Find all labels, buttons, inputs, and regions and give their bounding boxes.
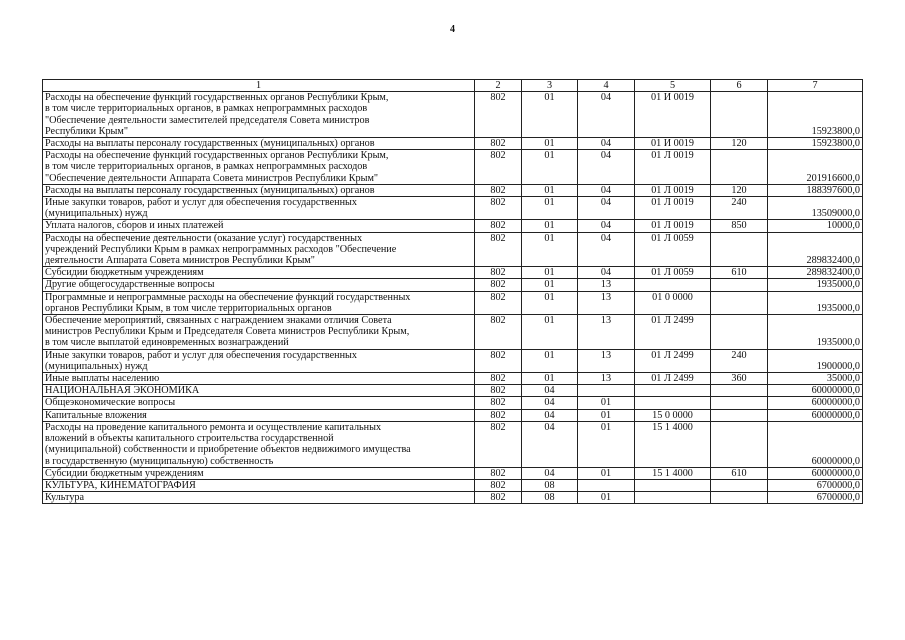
table-row xyxy=(43,150,863,185)
amount-cell: 35000,0 xyxy=(768,373,863,385)
expense-name-line: "Обеспечение деятельности заместителей председателя Совета министров xyxy=(45,114,370,126)
table-row xyxy=(43,349,863,372)
section-code-cell: 04 xyxy=(522,421,578,467)
target-article-cell xyxy=(635,279,711,291)
target-article-cell: 01 Л 0059 xyxy=(635,232,711,267)
table-row xyxy=(43,184,863,196)
expense-type-cell: 240 xyxy=(711,349,768,372)
expense-name-line: Расходы на обеспечение функций государственных органов Республики Крым, xyxy=(45,150,389,162)
ministry-code-cell: 802 xyxy=(475,492,522,504)
table-row xyxy=(43,421,863,467)
ministry-code-cell: 802 xyxy=(475,315,522,350)
table-row xyxy=(43,467,863,479)
expense-name-line: в том числе выплатой единовременных вознаграждений xyxy=(45,337,289,349)
expense-name-line: Расходы на выплаты персоналу государственных (муниципальных) органов xyxy=(45,184,375,196)
table-row xyxy=(43,315,863,350)
expense-name-line: (муниципальной) собственности и приобретение объектов недвижимого имущества xyxy=(45,444,411,456)
section-code-cell: 01 xyxy=(522,197,578,220)
expense-type-cell: 850 xyxy=(711,220,768,232)
expense-name-line: Республики Крым" xyxy=(45,125,128,137)
ministry-code-cell: 802 xyxy=(475,385,522,397)
expense-name-cell xyxy=(43,479,475,491)
budget-table-body xyxy=(43,92,863,504)
expense-name-line: Иные выплаты населению xyxy=(45,373,160,385)
section-code-cell: 01 xyxy=(522,92,578,138)
expense-name-line: деятельности Аппарата Совета министров Республики Крым" xyxy=(45,255,315,267)
amount-cell: 60000000,0 xyxy=(768,409,863,421)
table-row xyxy=(43,220,863,232)
target-article-cell: 01 Л 0019 xyxy=(635,197,711,220)
target-article-cell: 01 Л 2499 xyxy=(635,373,711,385)
ministry-code-cell: 802 xyxy=(475,421,522,467)
expense-name-line: Общеэкономические вопросы xyxy=(45,397,176,409)
target-article-cell: 01 Л 2499 xyxy=(635,315,711,350)
subsection-code-cell: 04 xyxy=(578,92,635,138)
table-row xyxy=(43,409,863,421)
amount-cell: 60000000,0 xyxy=(768,467,863,479)
expense-name-line: Расходы на выплаты персоналу государственных (муниципальных) органов xyxy=(45,138,375,150)
table-row xyxy=(43,267,863,279)
subsection-code-cell: 13 xyxy=(578,315,635,350)
target-article-cell: 15 1 4000 xyxy=(635,467,711,479)
expense-type-cell xyxy=(711,421,768,467)
subsection-code-cell: 01 xyxy=(578,397,635,409)
expense-name-cell xyxy=(43,150,475,185)
subsection-code-cell: 01 xyxy=(578,492,635,504)
expense-name-line: в том числе территориальных органов, в рамках непрограммных расходов xyxy=(45,161,368,173)
expense-type-cell xyxy=(711,385,768,397)
section-code-cell: 01 xyxy=(522,184,578,196)
amount-cell: 60000000,0 xyxy=(768,397,863,409)
section-code-cell: 01 xyxy=(522,220,578,232)
subsection-code-cell: 01 xyxy=(578,467,635,479)
target-article-cell xyxy=(635,397,711,409)
section-code-cell: 01 xyxy=(522,373,578,385)
expense-name-line: министров Республики Крым и Председателя Совета министров Республики Крым, xyxy=(45,326,410,338)
expense-name-line: (муниципальных) нужд xyxy=(45,360,148,372)
expense-name-cell xyxy=(43,373,475,385)
ministry-code-cell: 802 xyxy=(475,138,522,150)
expense-name-line: Программные и непрограммные расходы на обеспечение функций государственных xyxy=(45,291,411,303)
expense-type-cell xyxy=(711,479,768,491)
expense-name-line: Субсидии бюджетным учреждениям xyxy=(45,267,204,279)
expense-name-cell xyxy=(43,138,475,150)
ministry-code-cell: 802 xyxy=(475,92,522,138)
amount-cell: 6700000,0 xyxy=(768,492,863,504)
amount-cell: 15923800,0 xyxy=(768,138,863,150)
target-article-cell: 01 Л 0019 xyxy=(635,184,711,196)
subsection-code-cell: 04 xyxy=(578,220,635,232)
ministry-code-cell: 802 xyxy=(475,232,522,267)
expense-name-cell xyxy=(43,492,475,504)
expense-name-line: Расходы на проведение капитального ремонта и осуществление капитальных xyxy=(45,421,382,433)
target-article-cell: 15 0 0000 xyxy=(635,409,711,421)
target-article-cell xyxy=(635,492,711,504)
expense-name-cell xyxy=(43,279,475,291)
amount-cell: 188397600,0 xyxy=(768,184,863,196)
expense-name-line: Иные закупки товаров, работ и услуг для обеспечения государственных xyxy=(45,349,357,361)
subsection-code-cell: 04 xyxy=(578,232,635,267)
expense-name-line: Культура xyxy=(45,492,85,504)
section-code-cell: 01 xyxy=(522,267,578,279)
header-cell: 3 xyxy=(522,80,578,92)
expense-name-cell xyxy=(43,421,475,467)
expense-name-cell xyxy=(43,291,475,314)
subsection-code-cell: 01 xyxy=(578,409,635,421)
subsection-code-cell: 04 xyxy=(578,150,635,185)
expense-name-line: учреждений Республики Крым в рамках непрограммных расходов "Обеспечение xyxy=(45,243,397,255)
ministry-code-cell: 802 xyxy=(475,197,522,220)
expense-type-cell xyxy=(711,409,768,421)
expense-name-cell xyxy=(43,220,475,232)
target-article-cell: 01 И 0019 xyxy=(635,92,711,138)
expense-name-cell xyxy=(43,232,475,267)
table-row xyxy=(43,92,863,138)
expense-type-cell xyxy=(711,279,768,291)
subsection-code-cell: 13 xyxy=(578,279,635,291)
expense-type-cell: 120 xyxy=(711,184,768,196)
expense-name-cell xyxy=(43,267,475,279)
section-code-cell: 01 xyxy=(522,349,578,372)
subsection-code-cell: 13 xyxy=(578,373,635,385)
amount-cell: 1935000,0 xyxy=(768,291,863,314)
expense-name-cell xyxy=(43,385,475,397)
expense-name-cell xyxy=(43,397,475,409)
subsection-code-cell xyxy=(578,385,635,397)
table-row xyxy=(43,197,863,220)
expense-name-line: Уплата налогов, сборов и иных платежей xyxy=(45,220,224,232)
section-code-cell: 01 xyxy=(522,138,578,150)
expense-type-cell: 610 xyxy=(711,467,768,479)
expense-name-cell xyxy=(43,349,475,372)
expense-name-line: в том числе территориальных органов, в рамках непрограммных расходов xyxy=(45,103,368,115)
section-code-cell: 04 xyxy=(522,385,578,397)
target-article-cell: 15 1 4000 xyxy=(635,421,711,467)
subsection-code-cell: 13 xyxy=(578,349,635,372)
section-code-cell: 01 xyxy=(522,279,578,291)
ministry-code-cell: 802 xyxy=(475,279,522,291)
expense-type-cell: 120 xyxy=(711,138,768,150)
ministry-code-cell: 802 xyxy=(475,220,522,232)
header-cell: 7 xyxy=(768,80,863,92)
expense-name-cell xyxy=(43,197,475,220)
header-row xyxy=(43,80,863,92)
expense-type-cell xyxy=(711,232,768,267)
section-code-cell: 01 xyxy=(522,150,578,185)
expense-name-line: вложений в объекты капитального строительства государственной xyxy=(45,433,334,445)
expense-name-line: органов Республики Крым, в том числе территориальных органов xyxy=(45,302,332,314)
page-number: 4 xyxy=(450,24,455,35)
amount-cell: 15923800,0 xyxy=(768,92,863,138)
header-cell: 2 xyxy=(475,80,522,92)
table-row xyxy=(43,397,863,409)
amount-cell: 1935000,0 xyxy=(768,279,863,291)
expense-name-line: Капитальные вложения xyxy=(45,409,147,421)
expense-type-cell: 240 xyxy=(711,197,768,220)
expense-name-cell xyxy=(43,184,475,196)
section-code-cell: 08 xyxy=(522,492,578,504)
ministry-code-cell: 802 xyxy=(475,467,522,479)
ministry-code-cell: 802 xyxy=(475,373,522,385)
expense-name-cell xyxy=(43,92,475,138)
target-article-cell: 01 И 0019 xyxy=(635,138,711,150)
amount-cell: 289832400,0 xyxy=(768,267,863,279)
section-code-cell: 01 xyxy=(522,291,578,314)
amount-cell: 60000000,0 xyxy=(768,421,863,467)
ministry-code-cell: 802 xyxy=(475,150,522,185)
amount-cell: 289832400,0 xyxy=(768,232,863,267)
amount-cell: 201916600,0 xyxy=(768,150,863,185)
header-cell: 4 xyxy=(578,80,635,92)
ministry-code-cell: 802 xyxy=(475,267,522,279)
table-row xyxy=(43,492,863,504)
expense-name-line: НАЦИОНАЛЬНАЯ ЭКОНОМИКА xyxy=(45,385,200,397)
expense-name-cell xyxy=(43,467,475,479)
expense-type-cell xyxy=(711,492,768,504)
amount-cell: 10000,0 xyxy=(768,220,863,232)
ministry-code-cell: 802 xyxy=(475,291,522,314)
table-row xyxy=(43,373,863,385)
expense-name-line: Расходы на обеспечение функций государственных органов Республики Крым, xyxy=(45,92,389,104)
expense-type-cell: 610 xyxy=(711,267,768,279)
header-cell: 5 xyxy=(635,80,711,92)
target-article-cell: 01 Л 0019 xyxy=(635,150,711,185)
section-code-cell: 08 xyxy=(522,479,578,491)
amount-cell: 1900000,0 xyxy=(768,349,863,372)
budget-table xyxy=(42,79,863,504)
header-cell: 1 xyxy=(43,80,475,92)
expense-name-line: (муниципальных) нужд xyxy=(45,208,148,220)
ministry-code-cell: 802 xyxy=(475,479,522,491)
amount-cell: 6700000,0 xyxy=(768,479,863,491)
target-article-cell: 01 Л 2499 xyxy=(635,349,711,372)
amount-cell: 60000000,0 xyxy=(768,385,863,397)
target-article-cell xyxy=(635,385,711,397)
expense-name-line: Субсидии бюджетным учреждениям xyxy=(45,467,204,479)
subsection-code-cell: 04 xyxy=(578,197,635,220)
section-code-cell: 04 xyxy=(522,409,578,421)
expense-name-cell xyxy=(43,409,475,421)
table-row xyxy=(43,291,863,314)
target-article-cell: 01 Л 0019 xyxy=(635,220,711,232)
ministry-code-cell: 802 xyxy=(475,397,522,409)
ministry-code-cell: 802 xyxy=(475,409,522,421)
table-row xyxy=(43,385,863,397)
subsection-code-cell: 04 xyxy=(578,184,635,196)
expense-type-cell xyxy=(711,92,768,138)
subsection-code-cell: 04 xyxy=(578,138,635,150)
subsection-code-cell: 13 xyxy=(578,291,635,314)
expense-name-line: Обеспечение мероприятий, связанных с награждением знаками отличия Совета xyxy=(45,315,392,327)
section-code-cell: 01 xyxy=(522,232,578,267)
expense-name-line: Другие общегосударственные вопросы xyxy=(45,279,215,291)
expense-type-cell xyxy=(711,150,768,185)
expense-type-cell xyxy=(711,315,768,350)
expense-name-line: Расходы на обеспечение деятельности (оказание услуг) государственных xyxy=(45,232,363,244)
expense-name-line: "Обеспечение деятельности Аппарата Совета министров Республики Крым" xyxy=(45,172,379,184)
expense-name-line: КУЛЬТУРА, КИНЕМАТОГРАФИЯ xyxy=(45,479,196,491)
section-code-cell: 01 xyxy=(522,315,578,350)
ministry-code-cell: 802 xyxy=(475,184,522,196)
expense-type-cell xyxy=(711,397,768,409)
section-code-cell: 04 xyxy=(522,397,578,409)
expense-name-line: в государственную (муниципальную) собственность xyxy=(45,455,274,467)
expense-name-cell xyxy=(43,315,475,350)
expense-name-line: Иные закупки товаров, работ и услуг для обеспечения государственных xyxy=(45,197,357,209)
subsection-code-cell xyxy=(578,479,635,491)
table-row xyxy=(43,138,863,150)
target-article-cell: 01 Л 0059 xyxy=(635,267,711,279)
expense-type-cell xyxy=(711,291,768,314)
expense-type-cell: 360 xyxy=(711,373,768,385)
table-row xyxy=(43,232,863,267)
table-row xyxy=(43,479,863,491)
header-cell: 6 xyxy=(711,80,768,92)
table-row xyxy=(43,279,863,291)
subsection-code-cell: 04 xyxy=(578,267,635,279)
amount-cell: 1935000,0 xyxy=(768,315,863,350)
amount-cell: 13509000,0 xyxy=(768,197,863,220)
ministry-code-cell: 802 xyxy=(475,349,522,372)
section-code-cell: 04 xyxy=(522,467,578,479)
target-article-cell xyxy=(635,479,711,491)
subsection-code-cell: 01 xyxy=(578,421,635,467)
target-article-cell: 01 0 0000 xyxy=(635,291,711,314)
